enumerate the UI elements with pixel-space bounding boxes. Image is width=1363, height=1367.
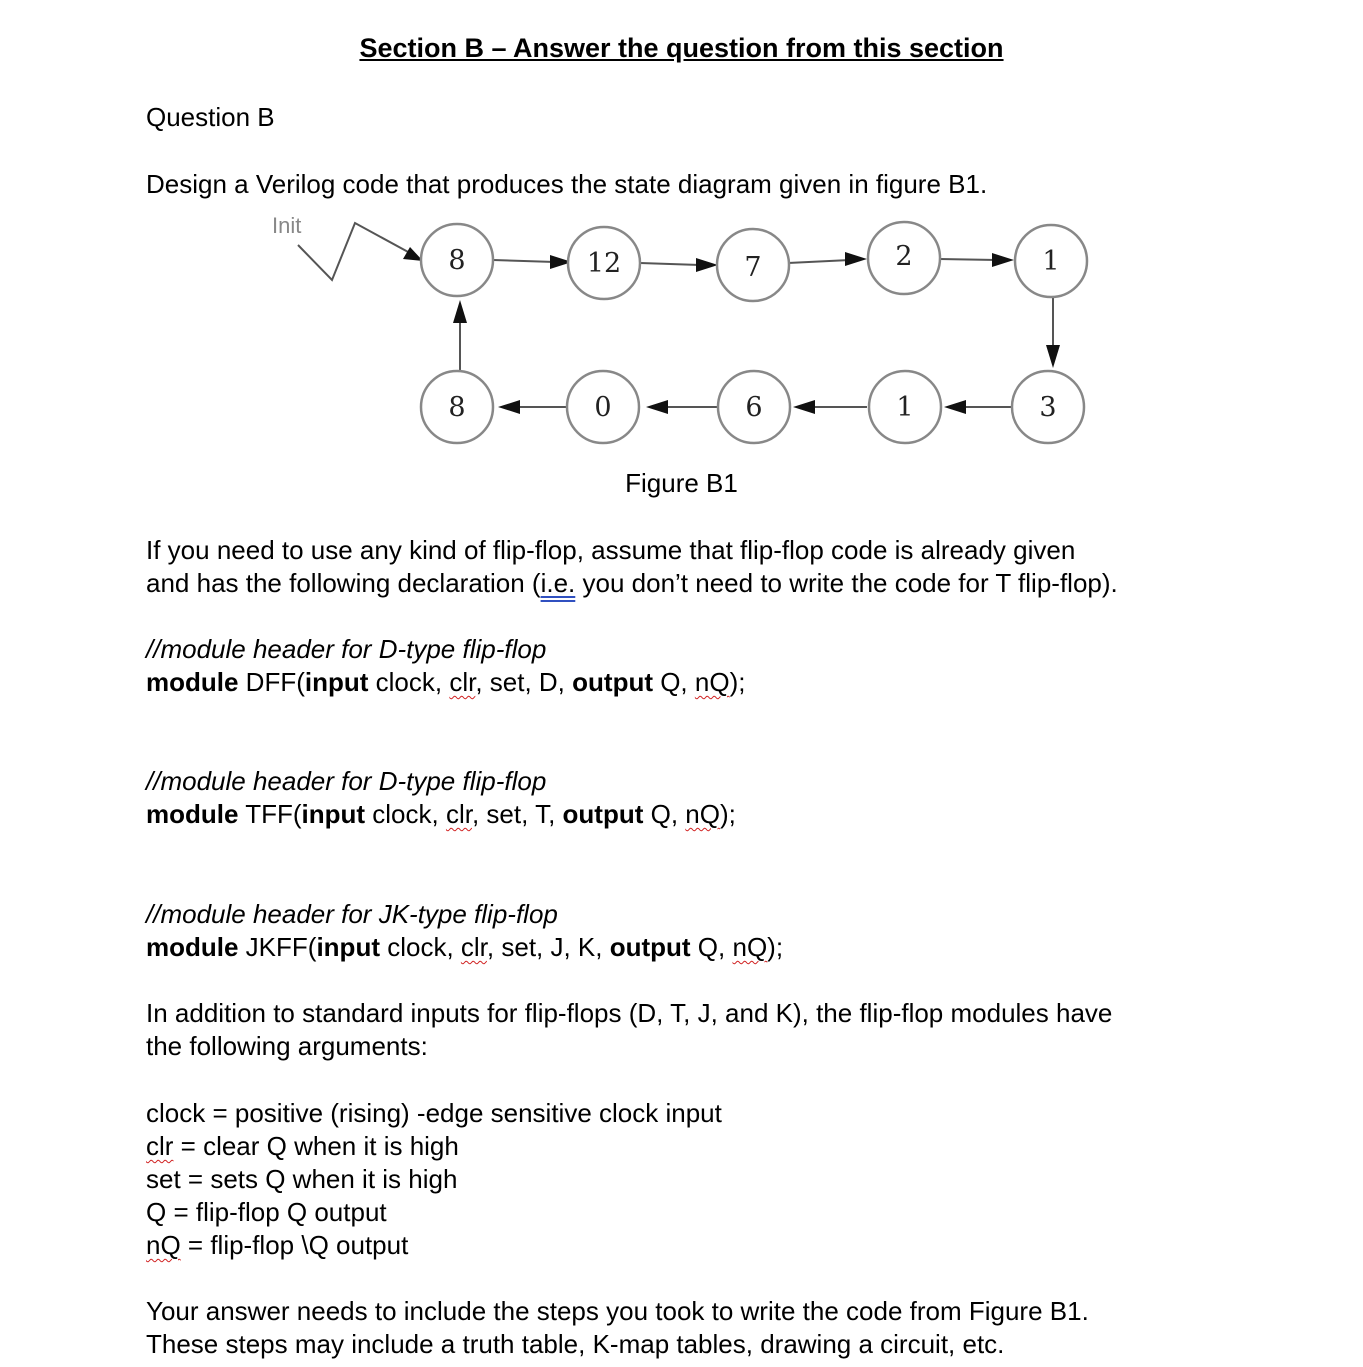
init-label: Init	[272, 213, 302, 238]
paragraph1-line2-start: and has the following declaration (	[146, 568, 541, 598]
state-label-bottom-4: 1	[896, 392, 914, 423]
module-keyword: module	[146, 799, 239, 829]
edge-2-1-arrowhead	[992, 253, 1014, 267]
edge-3-1-arrowhead	[944, 400, 966, 414]
state-label-bottom-1: 8	[448, 392, 466, 423]
clock-arg: clock,	[379, 932, 461, 962]
paragraph2-line2: the following arguments:	[146, 1031, 428, 1061]
nq-arg: nQ	[732, 932, 768, 962]
edge-8-12	[493, 260, 555, 262]
dff-declaration	[146, 666, 745, 699]
declaration-end: );	[719, 799, 736, 829]
module-name: TFF(	[238, 799, 302, 829]
other-args: , set, J, K,	[486, 932, 610, 962]
nq-arg: nQ	[694, 667, 730, 697]
edge-7-2-arrowhead	[845, 252, 867, 266]
clr-arg: clr	[445, 799, 472, 829]
state-label-bottom-2: 0	[594, 392, 612, 423]
edge-1-6-arrowhead	[793, 400, 815, 414]
edge-1-3-arrowhead	[1046, 345, 1060, 368]
paragraph2-line1: In addition to standard inputs for flip-flops (D, T, J, and K), the flip-flop modules have	[146, 998, 1113, 1028]
init-transition-line	[298, 223, 410, 280]
arg-clr-desc: = clear Q when it is high	[173, 1131, 459, 1161]
section-title: Section B – Answer the question from this section	[359, 33, 1004, 63]
paragraph3-line2: These steps may include a truth table, K-map tables, drawing a circuit, etc.	[146, 1329, 1005, 1359]
module-name: DFF(	[238, 667, 305, 697]
input-keyword: input	[301, 799, 366, 829]
tff-declaration	[146, 798, 736, 831]
state-label-top-5: 1	[1042, 246, 1060, 277]
edge-8-8-arrowhead	[453, 300, 467, 323]
other-args: , set, T,	[471, 799, 563, 829]
arg-clock: clock = positive (rising) -edge sensitive clock input	[146, 1098, 722, 1128]
paragraph1-line2-end: you don’t need to write the code for T flip-flop).	[575, 568, 1118, 598]
clr-arg: clr	[449, 667, 476, 697]
clock-arg: clock,	[368, 667, 450, 697]
tff-comment: //module header for D-type flip-flop	[146, 766, 547, 796]
arg-clr	[146, 1130, 459, 1163]
declaration-end: );	[767, 932, 784, 962]
arg-nq	[146, 1229, 408, 1262]
state-label-bottom-3: 6	[745, 392, 763, 423]
nq-arg: nQ	[685, 799, 720, 829]
paragraph1-line2	[146, 567, 1118, 600]
edge-12-7	[640, 263, 700, 265]
jkff-declaration	[146, 931, 783, 964]
state-label-top-4: 2	[895, 241, 913, 272]
edge-12-7-arrowhead	[696, 258, 718, 272]
arg-nq-name: nQ	[146, 1230, 181, 1260]
question-label: Question B	[146, 102, 275, 132]
state-diagram	[260, 205, 1120, 445]
clr-arg: clr	[460, 932, 487, 962]
edge-6-0-arrowhead	[646, 400, 668, 414]
edge-2-1	[939, 259, 997, 260]
output-keyword: output	[562, 799, 644, 829]
state-label-top-1: 8	[448, 245, 466, 276]
clock-arg: clock,	[365, 799, 446, 829]
edge-0-8-arrowhead	[498, 400, 520, 414]
declaration-end: );	[729, 667, 746, 697]
module-keyword: module	[146, 932, 239, 962]
edge-7-2	[788, 260, 850, 263]
arg-nq-desc: = flip-flop \Q output	[180, 1230, 409, 1260]
state-label-top-3: 7	[744, 252, 762, 283]
arg-set: set = sets Q when it is high	[146, 1164, 458, 1194]
arg-clr-name: clr	[146, 1131, 174, 1161]
module-name: JKFF(	[238, 932, 317, 962]
input-keyword: input	[304, 667, 369, 697]
other-args: , set, D,	[475, 667, 573, 697]
state-label-top-2: 12	[586, 248, 622, 279]
input-keyword: input	[316, 932, 380, 962]
paragraph3-line1: Your answer needs to include the steps you took to write the code from Figure B1.	[146, 1296, 1089, 1326]
q-arg: Q,	[652, 667, 695, 697]
q-arg: Q,	[643, 799, 686, 829]
dff-comment: //module header for D-type flip-flop	[146, 634, 547, 664]
jkff-comment: //module header for JK-type flip-flop	[146, 899, 558, 929]
paragraph1-line1: If you need to use any kind of flip-flop, assume that flip-flop code is already given	[146, 535, 1076, 565]
module-keyword: module	[146, 667, 239, 697]
state-label-bottom-5: 3	[1039, 392, 1057, 423]
output-keyword: output	[572, 667, 653, 697]
arg-q: Q = flip-flop Q output	[146, 1197, 387, 1227]
question-prompt: Design a Verilog code that produces the state diagram given in figure B1.	[146, 169, 988, 199]
output-keyword: output	[609, 932, 691, 962]
figure-caption: Figure B1	[625, 468, 738, 498]
q-arg: Q,	[690, 932, 733, 962]
ie-abbreviation: i.e.	[540, 568, 576, 598]
